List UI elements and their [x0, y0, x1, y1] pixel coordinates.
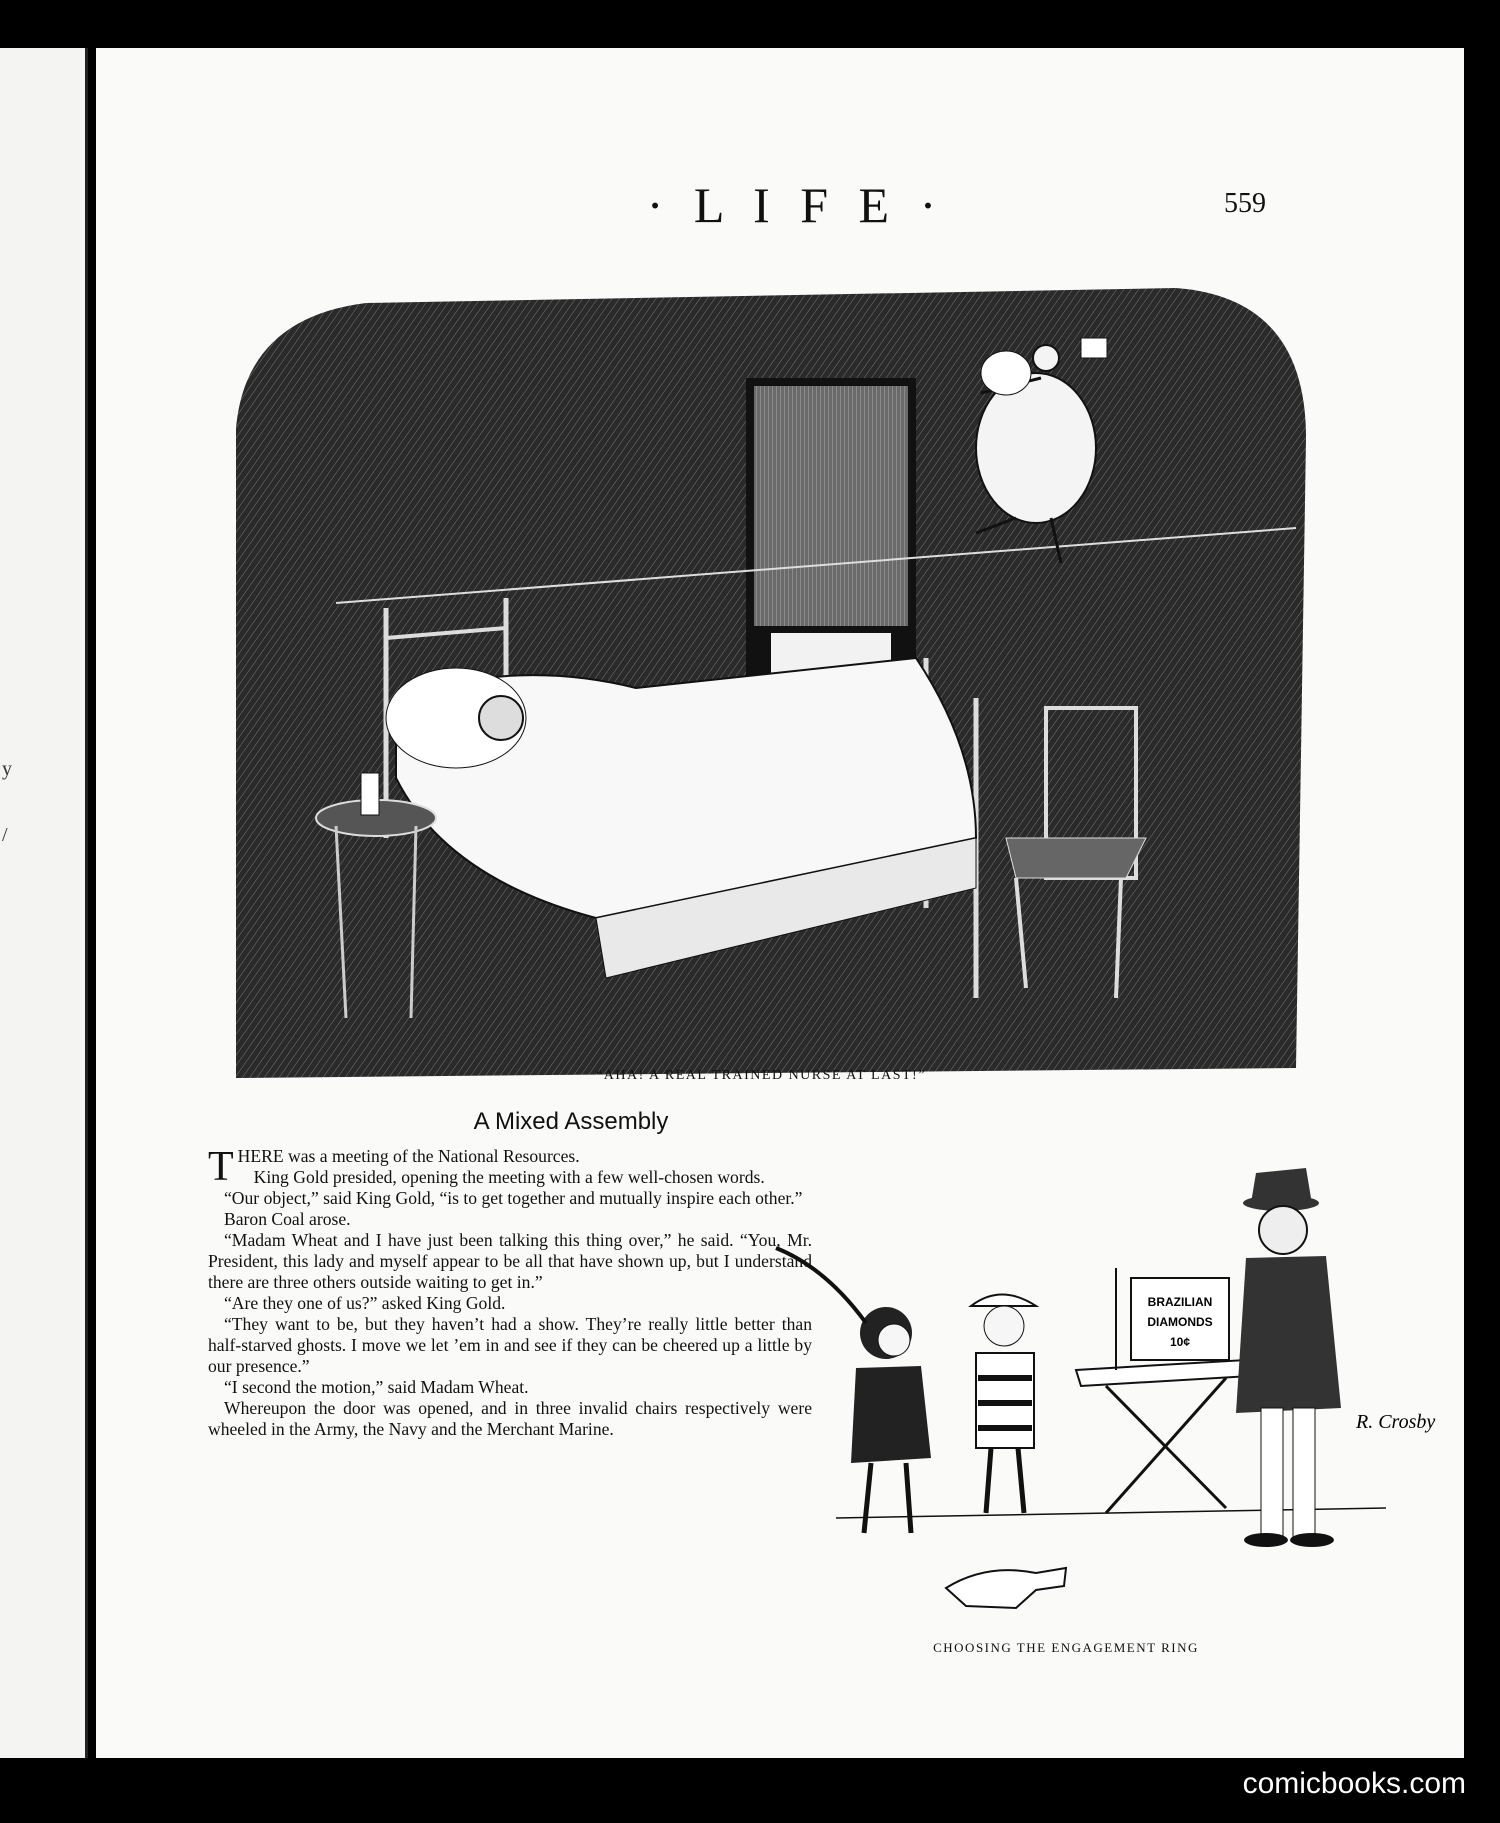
girl-figure: [776, 1248, 931, 1533]
magazine-page: [96, 48, 1464, 1758]
diamond-vendor-street-illustration: [746, 1108, 1436, 1638]
article-paragraph: Whereupon the door was opened, and in three invalid chairs respectively were wheeled in the Army, the Navy and the Merchant Marine.: [208, 1398, 812, 1439]
artist-signature: R. Crosby: [1356, 1411, 1436, 1433]
left-page-fragment: /: [2, 824, 8, 846]
magazine-title: · L I F E ·: [646, 177, 946, 233]
article-paragraph: Baron Coal arose.: [224, 1209, 351, 1229]
dog-figure: [946, 1568, 1066, 1608]
boy-figure: [971, 1295, 1036, 1514]
article-paragraph: “I second the motion,” said Madam Wheat.: [224, 1377, 529, 1397]
drop-cap: T: [208, 1144, 234, 1190]
page-gutter: [85, 48, 88, 1758]
article-paragraph: “Are they one of us?” asked King Gold.: [224, 1293, 506, 1313]
article-paragraph: King Gold presided, opening the meeting with a few well-chosen words.: [253, 1167, 765, 1187]
left-page-fragment: y: [2, 758, 12, 780]
article-title: A Mixed Assembly: [473, 1108, 669, 1135]
article-paragraph: “Our object,” said King Gold, “is to get together and mutually inspire each other.”: [224, 1188, 803, 1208]
sign-line-1: BRAZILIAN: [1147, 1295, 1213, 1309]
page-number: 559: [1224, 188, 1266, 219]
article-body: [208, 1146, 812, 1440]
sign-line-3: 10¢: [1169, 1335, 1191, 1349]
vendor-figure: [1236, 1168, 1341, 1547]
site-watermark: comicbooks.com: [1237, 1763, 1472, 1805]
sign-line-2: DIAMONDS: [1147, 1315, 1213, 1329]
nurse-tightrope-sickbed-illustration: [216, 278, 1336, 1078]
bottom-cartoon-caption: CHOOSING THE ENGAGEMENT RING: [933, 1640, 1199, 1655]
article-first-line: HERE was a meeting of the National Resources.: [237, 1146, 580, 1166]
article-paragraph: “They want to be, but they haven’t had a show. They’re really little better than half-starved ghosts. I move we let ’em in and see if they can be cheered up a little by our presence.”: [208, 1314, 812, 1376]
left-page-edge: [0, 48, 88, 1758]
article-paragraph: “Madam Wheat and I have just been talking this thing over,” he said. “You, Mr. President, this lady and myself appear to be all that have shown up, but I understand there are three others outside waiting to get in.”: [208, 1230, 812, 1292]
top-cartoon-caption: “AHA! A REAL TRAINED NURSE AT LAST!”: [596, 1068, 926, 1083]
